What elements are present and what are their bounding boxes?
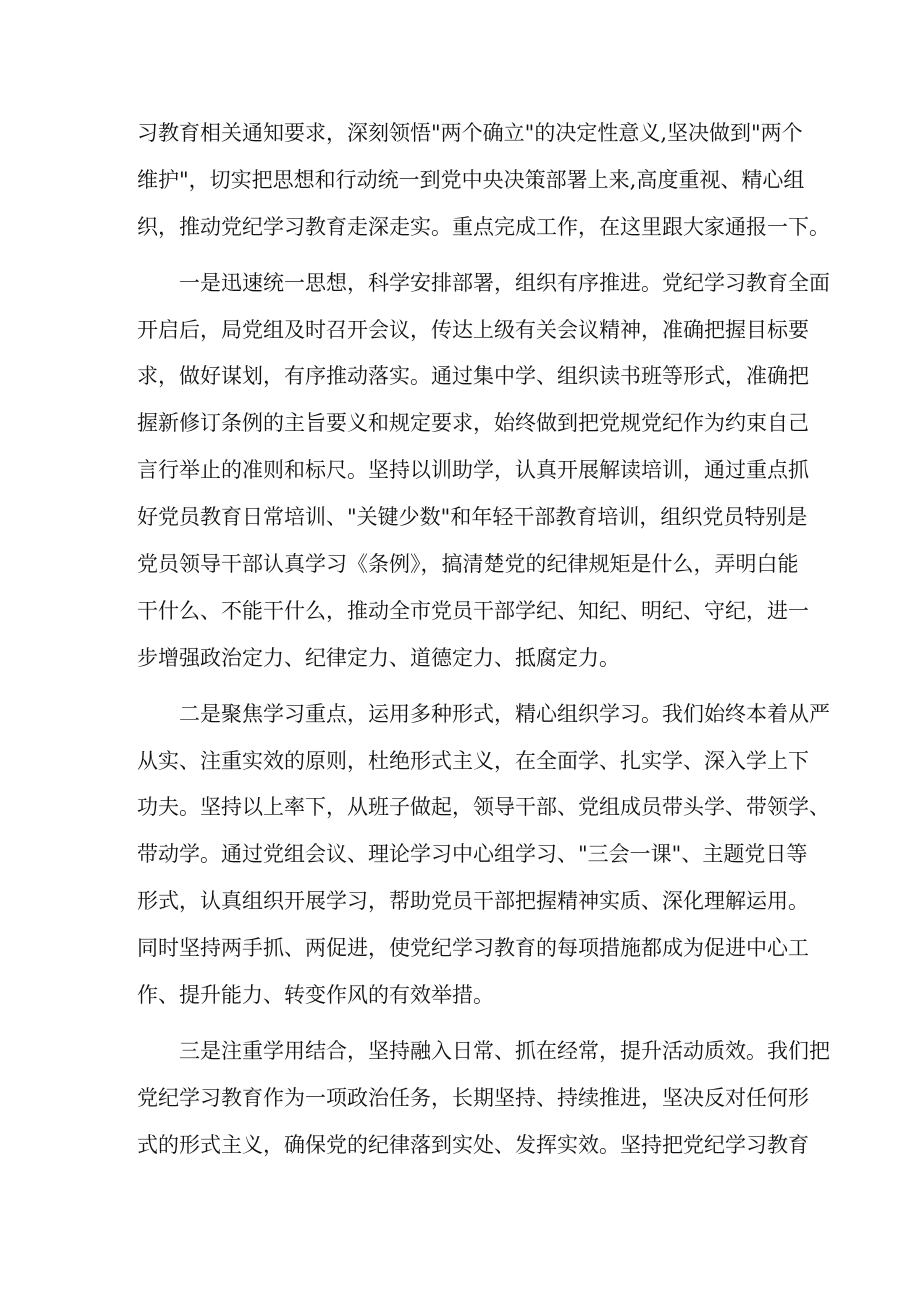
text-line: 步增强政治定力、纪律定力、道德定力、抵腐定力。: [137, 645, 620, 670]
paragraph-three: [137, 1028, 830, 1169]
text-line: 同时坚持两手抓、两促进，使党纪学习教育的每项措施都成为促进中心工: [137, 936, 809, 961]
text-line: 二是聚焦学习重点，运用多种形式，精心组织学习。我们始终本着从严: [137, 701, 830, 726]
text-line: 式的形式主义，确保党的纪律落到实处、发挥实效。坚持把党纪学习教育: [137, 1132, 809, 1157]
document-body: [137, 110, 830, 1169]
paragraph-gap: [137, 682, 797, 691]
paragraph-gap: [137, 1019, 797, 1028]
text-line: 求，做好谋划，有序推动落实。通过集中学、组织读书班等形式，准确把: [137, 364, 809, 389]
text-line: 好党员教育日常培训、"关键少数"和年轻干部教育培训，组织党员特别是: [137, 505, 808, 530]
text-line: 三是注重学用结合，坚持融入日常、抓在经常，提升活动质效。我们把: [137, 1038, 830, 1063]
text-line: 言行举止的准则和标尺。坚持以训助学，认真开展解读培训，通过重点抓: [137, 458, 809, 483]
text-line: 带动学。通过党组会议、理论学习中心组学习、"三会一课"、主题党日等: [137, 842, 808, 867]
text-line: 党员领导干部认真学习《条例》，搞清楚党的纪律规矩是什么，弄明白能: [137, 552, 799, 577]
text-line: 作、提升能力、转变作风的有效举措。: [137, 983, 494, 1008]
text-line: 开启后，局党组及时召开会议，传达上级有关会议精神，准确把握目标要: [137, 317, 809, 342]
text-line: 维护"，切实把思想和行动统一到党中央决策部署上来,高度重视、精心组: [137, 167, 805, 192]
text-line: 一是迅速统一思想，科学安排部署，组织有序推进。党纪学习教育全面: [137, 270, 830, 295]
paragraph-one: [137, 260, 830, 682]
paragraph-intro: [137, 110, 830, 251]
text-line: 握新修订条例的主旨要义和规定要求，始终做到把党规党纪作为约束自己: [137, 411, 809, 436]
text-line: 从实、注重实效的原则，杜绝形式主义，在全面学、扎实学、深入学上下: [137, 748, 809, 773]
paragraph-gap: [137, 251, 797, 260]
text-line: 功夫。坚持以上率下，从班子做起，领导干部、党组成员带头学、带领学、: [137, 795, 830, 820]
text-line: 党纪学习教育作为一项政治任务，长期坚持、持续推进，坚决反对任何形: [137, 1085, 809, 1110]
text-line: 形式，认真组织开展学习，帮助党员干部把握精神实质、深化理解运用。: [137, 889, 809, 914]
text-line: 干什么、不能干什么，推动全市党员干部学纪、知纪、明纪、守纪，进一: [137, 598, 809, 623]
text-line: 习教育相关通知要求，深刻领悟"两个确立"的决定性意义,坚决做到"两个: [137, 121, 803, 145]
text-line: 织，推动党纪学习教育走深走实。重点完成工作，在这里跟大家通报一下。: [137, 214, 830, 239]
paragraph-two: [137, 691, 830, 1019]
